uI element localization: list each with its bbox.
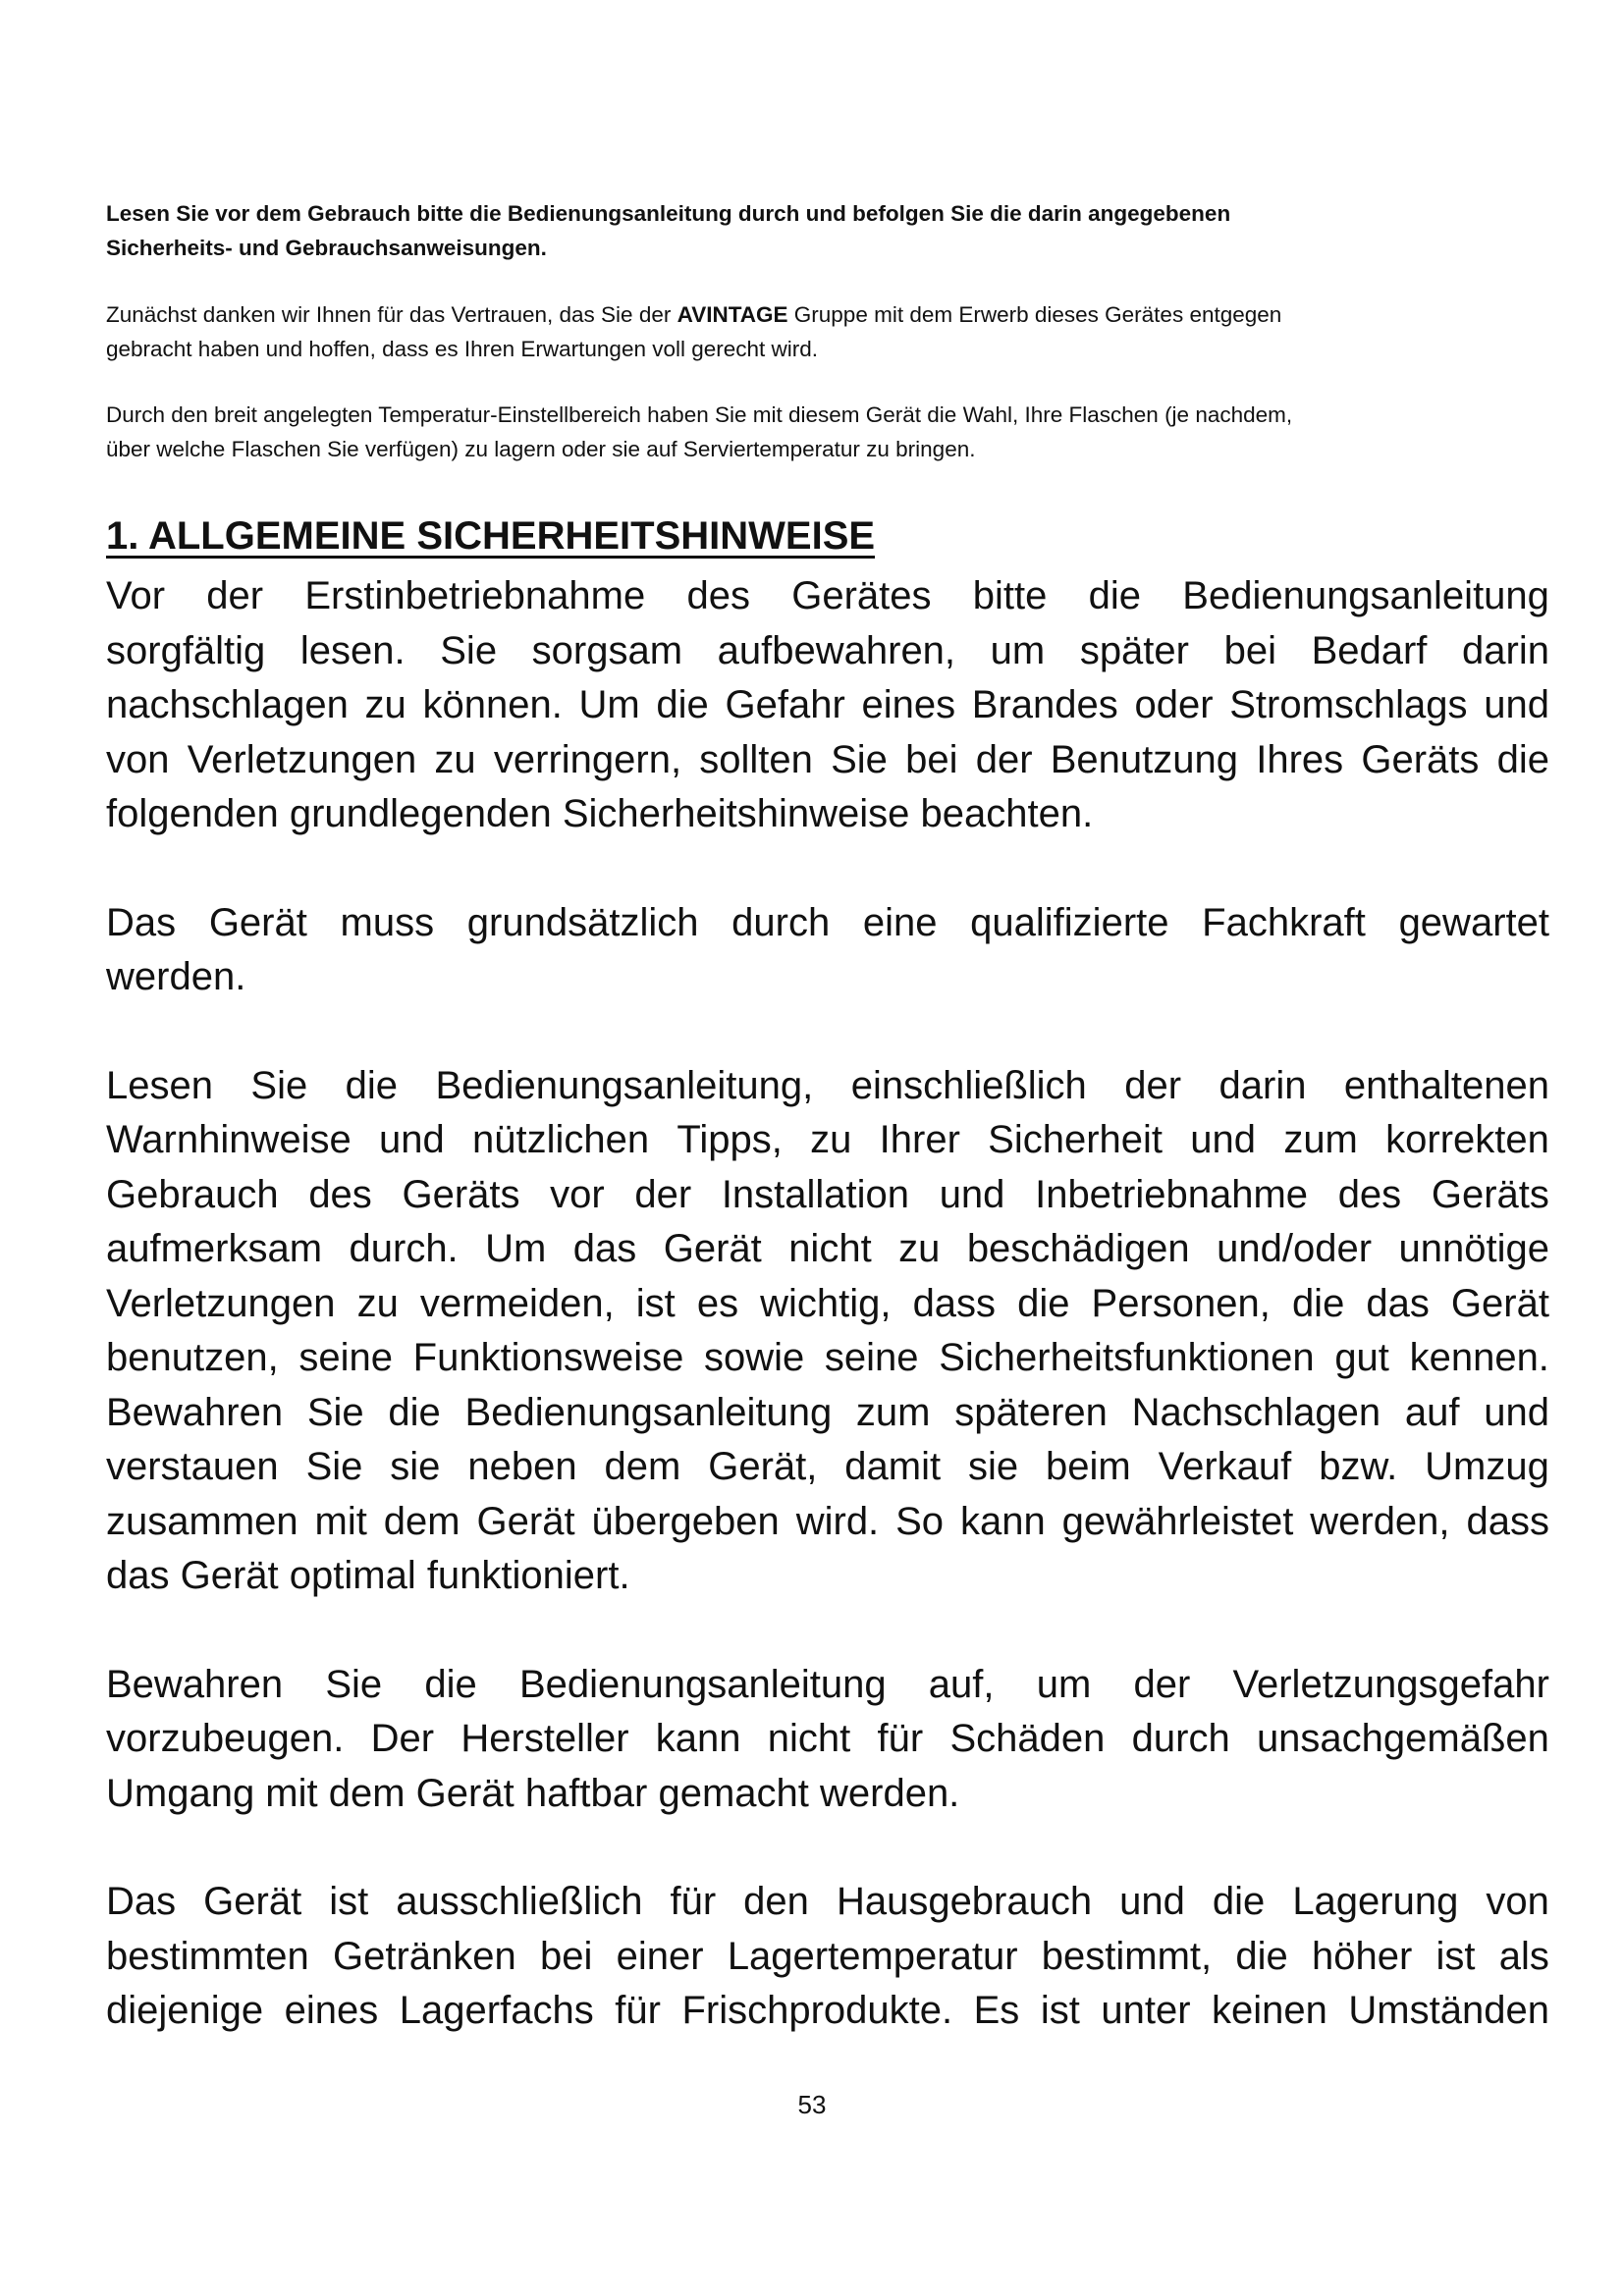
body-line: folgenden grundlegenden Sicherheitshinweise beachten. (106, 792, 1094, 835)
body-line: Gebrauch des Geräts vor der Installation und Inbetriebnahme des Geräts (106, 1172, 1549, 1216)
body-line: Vor der Erstinbetriebnahme des Gerätes bitte die Bedienungsanleitung (106, 574, 1549, 617)
body-line: Warnhinweise und nützlichen Tipps, zu Ihrer Sicherheit und zum korrekten (106, 1118, 1549, 1161)
body-paragraph (106, 896, 1549, 1005)
page-number: 53 (797, 2090, 827, 2119)
body-line: zusammen mit dem Gerät übergeben wird. So kann gewährleistet werden, dass (106, 1499, 1549, 1543)
thanks-suffix: Gruppe mit dem Erwerb dieses Gerätes entgegen (787, 302, 1282, 327)
body-line: Das Gerät ist ausschließlich für den Hausgebrauch und die Lagerung von (106, 1880, 1549, 1923)
body-line: bestimmten Getränken bei einer Lagertemperatur bestimmt, die höher ist als (106, 1934, 1549, 1978)
intro-bold-line: Sicherheits- und Gebrauchsanweisungen. (106, 236, 547, 260)
intro-bold-line: Lesen Sie vor dem Gebrauch bitte die Bedienungsanleitung durch und befolgen Sie die darin angegebenen (106, 201, 1231, 226)
section-heading: 1. ALLGEMEINE SICHERHEITSHINWEISE (106, 514, 876, 558)
body-line: Lesen Sie die Bedienungsanleitung, einschließlich der darin enthaltenen (106, 1063, 1549, 1107)
intro-range-paragraph (106, 398, 1549, 466)
body-line: aufmerksam durch. Um das Gerät nicht zu beschädigen und/oder unnötige (106, 1227, 1549, 1270)
body-line: diejenige eines Lagerfachs für Frischprodukte. Es ist unter keinen Umständen (106, 1989, 1549, 2032)
body-line: vorzubeugen. Der Hersteller kann nicht für Schäden durch unsachgemäßen (106, 1717, 1549, 1760)
body-paragraph (106, 1875, 1549, 2039)
document-page (106, 196, 1549, 2039)
body-paragraph (106, 1059, 1549, 1604)
thanks-prefix: Zunächst danken wir Ihnen für das Vertrauen, das Sie der (106, 302, 677, 327)
body-line: von Verletzungen zu verringern, sollten Sie bei der Benutzung Ihres Geräts die (106, 737, 1549, 781)
intro-thanks-line: gebracht haben und hoffen, dass es Ihren Erwartungen voll gerecht wird. (106, 337, 819, 361)
body-line: Das Gerät muss grundsätzlich durch eine qualifizierte Fachkraft gewartet (106, 900, 1549, 944)
body-line: verstauen Sie sie neben dem Gerät, damit sie beim Verkauf bzw. Umzug (106, 1445, 1549, 1488)
intro-thanks-paragraph (106, 297, 1549, 366)
brand-name: AVINTAGE (677, 302, 788, 327)
body-line: benutzen, seine Funktionsweise sowie seine Sicherheitsfunktionen gut kennen. (106, 1336, 1549, 1379)
intro-thanks-line (106, 297, 1549, 332)
intro-bold-notice (106, 196, 1549, 265)
body-line: Verletzungen zu vermeiden, ist es wichtig, dass die Personen, die das Gerät (106, 1281, 1549, 1325)
section-body (106, 569, 1549, 2039)
body-line: nachschlagen zu können. Um die Gefahr eines Brandes oder Stromschlags und (106, 683, 1549, 726)
body-line: werden. (106, 955, 246, 998)
intro-range-line: Durch den breit angelegten Temperatur-Einstellbereich haben Sie mit diesem Gerät die Wahl, Ihre Flaschen (je nachdem, (106, 402, 1293, 427)
body-line: Bewahren Sie die Bedienungsanleitung zum späteren Nachschlagen auf und (106, 1390, 1549, 1434)
intro-range-line: über welche Flaschen Sie verfügen) zu lagern oder sie auf Serviertemperatur zu bringen. (106, 437, 976, 461)
body-paragraph (106, 1658, 1549, 1822)
body-paragraph (106, 569, 1549, 842)
body-line: das Gerät optimal funktioniert. (106, 1554, 630, 1597)
body-line: sorgfältig lesen. Sie sorgsam aufbewahren, um später bei Bedarf darin (106, 628, 1549, 672)
body-line: Umgang mit dem Gerät haftbar gemacht werden. (106, 1771, 960, 1815)
body-line: Bewahren Sie die Bedienungsanleitung auf, um der Verletzungsgefahr (106, 1662, 1549, 1706)
